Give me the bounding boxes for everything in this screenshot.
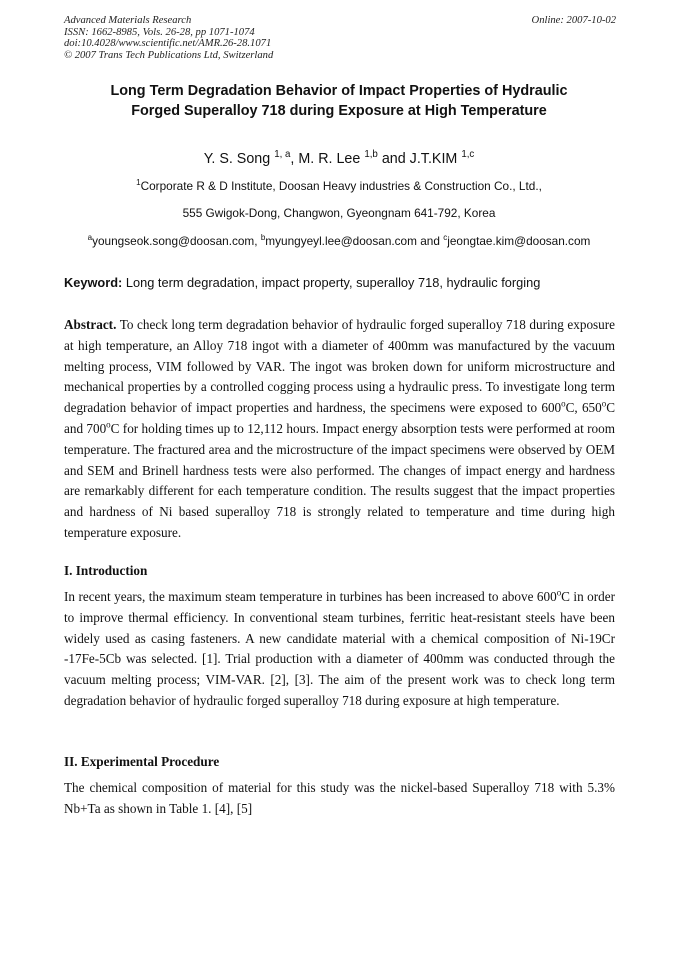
keyword-line <box>64 275 616 291</box>
abstract-label: Abstract. <box>64 317 117 332</box>
journal-name: Advanced Materials Research <box>64 15 192 26</box>
email-address: youngseok.song@doosan.com <box>92 234 255 248</box>
introduction-paragraph <box>64 587 615 712</box>
degree-mark: o <box>106 419 111 430</box>
email-address: myungyeyl.lee@doosan.com <box>265 234 417 248</box>
keyword-label: Keyword: <box>64 275 123 290</box>
affiliation-line-1 <box>40 179 638 194</box>
abstract-text: C for holding times up to 12,112 hours. Impact energy absorption tests were performed at room temperature. The fractured area and the microstructure of the impact specimens were observed by OEM and SEM and Brinell hardness tests were also performed. The changes of impact energy and hardness are remarkably different for each temperature condition. The results suggest that the impact properties and hardness of Ni based superalloy 718 is strongly related to temperature and time during high temperature exposure. <box>64 420 615 540</box>
abstract-paragraph <box>64 315 615 544</box>
affiliation-mark: 1 <box>136 178 141 188</box>
degree-mark: o <box>556 587 562 598</box>
abstract-text: To check long term degradation behavior of hydraulic forged superalloy 718 during exposure at high temperature, an Alloy 718 ingot with a diameter of 400mm was manufactured by the vacuum melting process, VIM followed by VAR. The ingot was broken down for uniform microstructure and mechanical properties by a controlled cogging process using a hydraulic press. To investigate long term degradation behavior of impact properties and hardness, the specimens were exposed to 600 <box>64 317 616 416</box>
degree-mark: o <box>601 398 607 409</box>
email-mark: a <box>87 233 93 243</box>
author-affiliation-mark: 1, a <box>274 149 291 161</box>
author-name: M. R. Lee <box>298 151 361 167</box>
email-address: jeongtae.kim@doosan.com <box>447 234 591 248</box>
copyright-line: © 2007 Trans Tech Publications Ltd, Switzerland <box>64 49 274 61</box>
email-conjunction: and <box>420 234 440 248</box>
online-date: Online: 2007-10-02 <box>531 15 616 26</box>
email-mark: c <box>443 233 448 243</box>
author-list: Y. S. Song $^{1, a}$, M. R. Lee $^{1,b}$ and J.T.KIM $^{1,c}$ <box>203 149 475 167</box>
keyword-text: Long term degradation, impact property, superalloy 718, hydraulic forging <box>125 275 541 290</box>
title-line-2: Forged Superalloy 718 during Exposure at High Temperature <box>131 103 547 119</box>
experimental-paragraph: The chemical composition of material for this study was the nickel-based Superalloy 718 with 5.3% Nb+Ta as shown in Table 1. [4], [5] <box>64 780 615 816</box>
paper-title <box>40 81 638 121</box>
doi-line: doi:10.4028/www.scientific.net/AMR.26-28.1071 <box>64 38 272 50</box>
author-conjunction: and <box>381 151 406 167</box>
journal-header <box>64 15 273 61</box>
author-name: Y. S. Song <box>203 151 271 167</box>
introduction-text: In recent years, the maximum steam temperature in turbines has been increased to above 600 <box>64 589 557 604</box>
introduction-text: C in order to improve thermal efficiency. In conventional steam turbines, ferritic heat-resistant steels have been widely used as casing fasteners. A new candidate material with a chemical composition of Ni-19Cr -17Fe-5Cb was selected. [1]. Trial production with a diameter of 400mm was conducted through the vacuum melting process; VIM-VAR. [2], [3]. The aim of the present work was to check long term degradation behavior of hydraulic forged superalloy 718 during exposure at high temperature. <box>64 589 615 708</box>
section-heading-introduction: I. Introduction <box>64 563 148 578</box>
author-affiliation-mark: 1,c <box>461 149 475 161</box>
section-heading-experimental: II. Experimental Procedure <box>64 754 220 769</box>
issn-line: ISSN: 1662-8985, Vols. 26-28, pp 1071-1074 <box>64 26 255 38</box>
affiliation-text: Corporate R & D Institute, Doosan Heavy industries & Construction Co., Ltd., <box>140 179 542 193</box>
abstract-text: C and 700 <box>64 400 616 436</box>
email-line: $^a$youngseok.song@doosan.com, $^b$myungyeyl.lee@doosan.com and $^c$jeongtae.kim@doosan.com <box>87 233 591 248</box>
title-line-1: Long Term Degradation Behavior of Impact Properties of Hydraulic <box>110 83 568 99</box>
author-affiliation-mark: 1,b <box>364 149 378 161</box>
author-name: J.T.KIM <box>409 151 458 167</box>
degree-mark: o <box>561 398 566 409</box>
email-mark: b <box>260 233 266 243</box>
abstract-text: C, 650 <box>565 400 602 416</box>
affiliation-line-2: 555 Gwigok-Dong, Changwon, Gyeongnam 641-792, Korea <box>182 206 496 220</box>
